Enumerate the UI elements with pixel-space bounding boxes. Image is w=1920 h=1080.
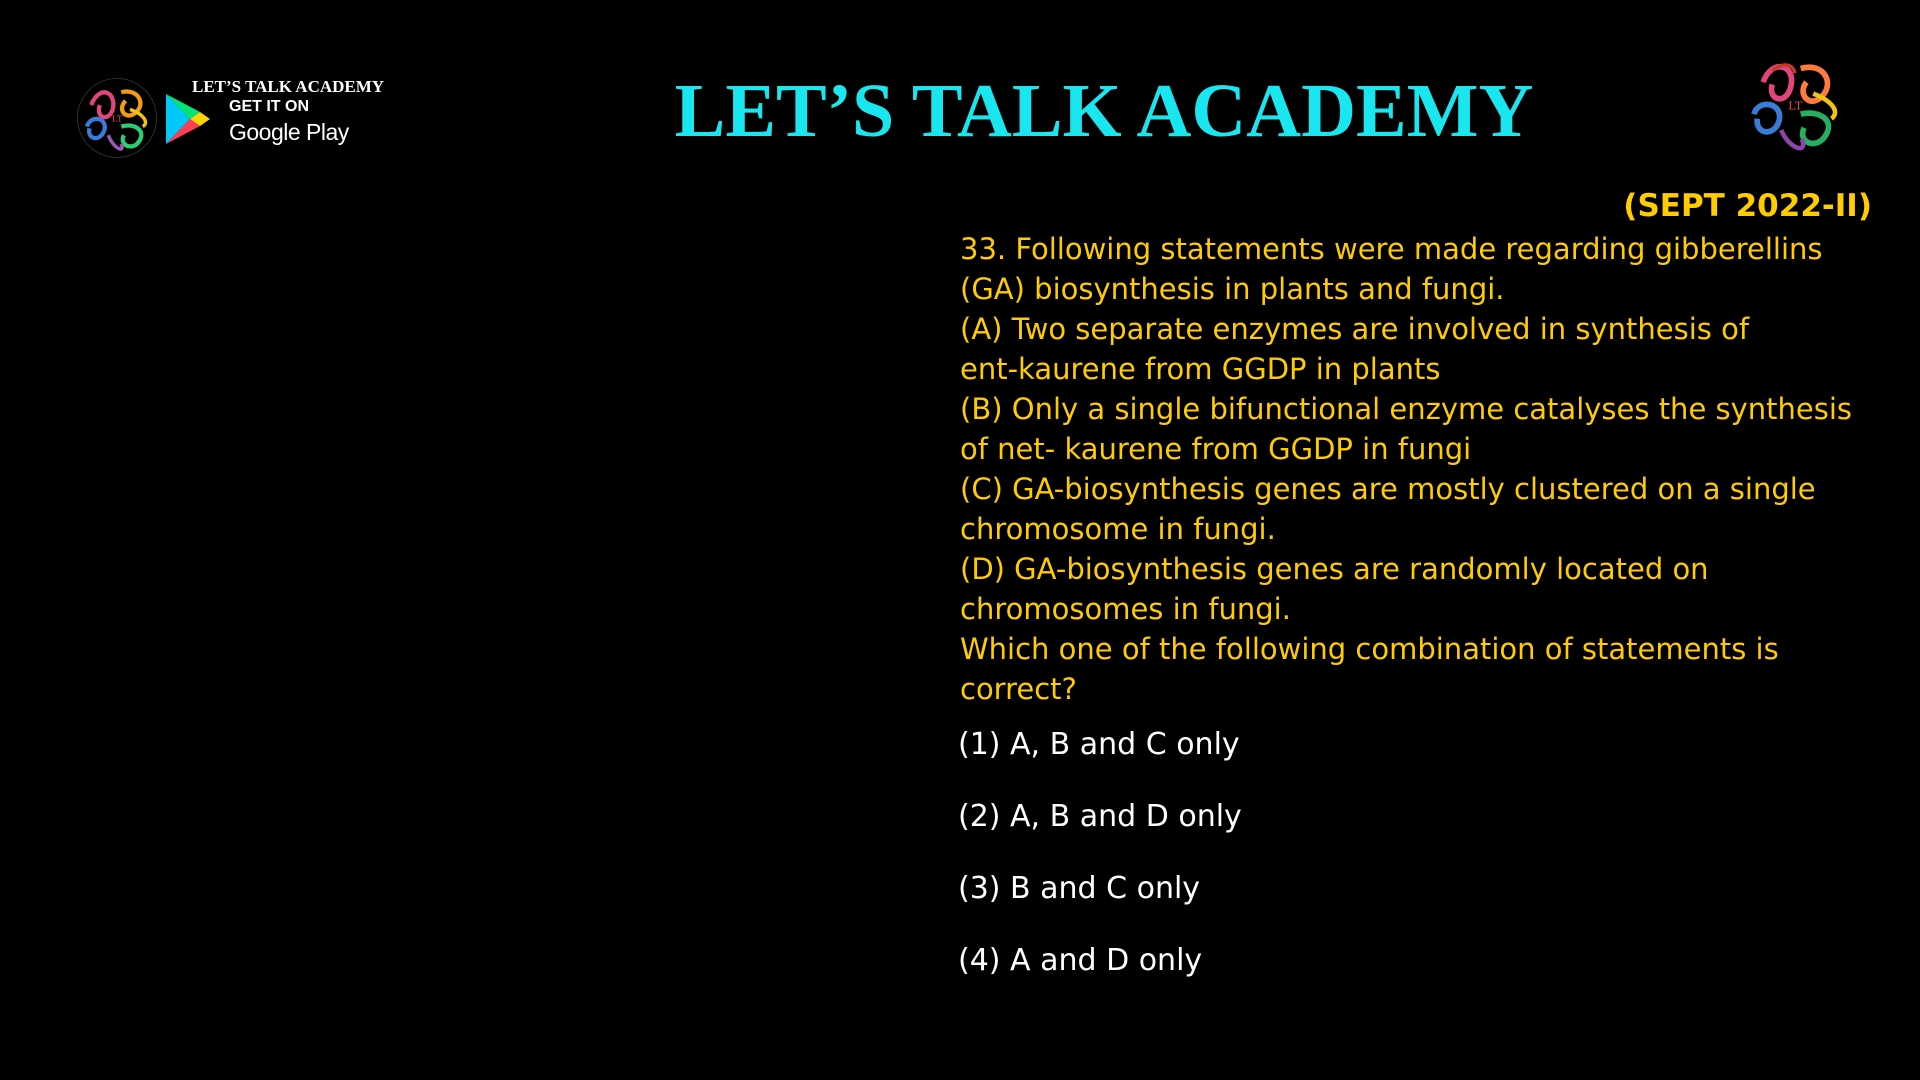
exam-session-label: (SEPT 2022-II)	[1623, 188, 1872, 224]
question-line: chromosomes in fungi.	[960, 592, 1291, 626]
badge-store-name[interactable]: Google Play	[229, 119, 349, 145]
question-line: correct?	[960, 672, 1077, 706]
question-line: (D) GA-biosynthesis genes are randomly located on	[960, 552, 1709, 586]
page-title: LET’S TALK ACADEMY	[674, 69, 1534, 153]
academy-logo-icon	[74, 75, 160, 161]
question-line: 33. Following statements were made regarding gibberellins	[960, 232, 1823, 266]
answer-option-3: (3) B and C only	[958, 871, 1201, 906]
badge-get-it-on[interactable]: GET IT ON	[229, 98, 309, 115]
answer-option-2: (2) A, B and D only	[958, 799, 1242, 834]
academy-logo-icon	[1738, 48, 1852, 162]
answer-option-1: (1) A, B and C only	[958, 727, 1240, 762]
google-play-icon[interactable]	[160, 92, 214, 146]
question-line: (C) GA-biosynthesis genes are mostly clustered on a single	[960, 472, 1816, 506]
question-line: chromosome in fungi.	[960, 512, 1276, 546]
svg-text:LT: LT	[1788, 98, 1803, 113]
badge-academy-name: LET’S TALK ACADEMY	[192, 77, 385, 96]
question-line: of net- kaurene from GGDP in fungi	[960, 432, 1472, 466]
answer-options	[958, 725, 1242, 1013]
question-line: (GA) biosynthesis in plants and fungi.	[960, 272, 1505, 306]
svg-text:LT: LT	[111, 114, 123, 125]
question-line: Which one of the following combination of statements is	[960, 632, 1779, 666]
question-line: (B) Only a single bifunctional enzyme catalyses the synthesis	[960, 392, 1853, 426]
question-line: (A) Two separate enzymes are involved in synthesis of	[960, 312, 1750, 346]
answer-option-4: (4) A and D only	[958, 943, 1203, 978]
question-text	[960, 229, 1860, 709]
question-line: ent-kaurene from GGDP in plants	[960, 352, 1441, 386]
